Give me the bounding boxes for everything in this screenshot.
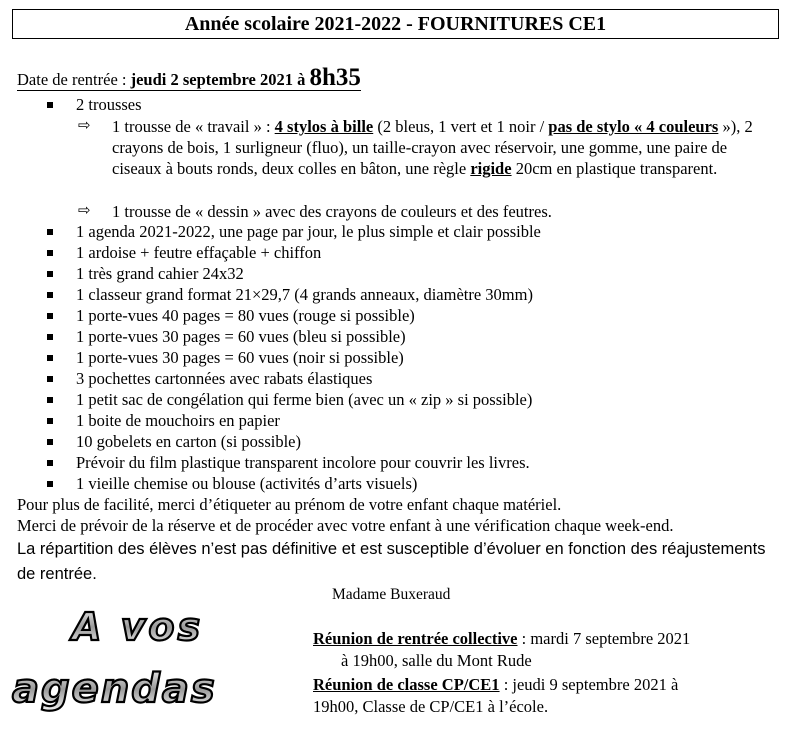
wordart-a-vos-agendas <box>10 600 300 720</box>
arrow-right-icon: ⇨ <box>78 116 91 134</box>
list-item-label: 1 porte-vues 40 pages = 80 vues (rouge si possible) <box>76 306 415 325</box>
meeting-classe-label: Réunion de classe CP/CE1 <box>313 675 500 694</box>
travail-p1: 1 trousse de « travail » : <box>112 117 275 136</box>
note-repartition: La répartition des élèves n’est pas définitive et est susceptible d’évoluer en fonction des réajustements de rentrée. <box>17 540 766 583</box>
note-etiqueter: Pour plus de facilité, merci d’étiqueter au prénom de votre enfant chaque matériel. <box>17 495 562 514</box>
travail-p4: 20cm en plastique transparent. <box>511 159 718 178</box>
rentree-label: Date de rentrée : <box>17 70 131 89</box>
travail-rigide: rigide <box>470 159 512 178</box>
title-text: Année scolaire 2021-2022 - FOURNITURES CE1 <box>184 12 607 35</box>
travail-p3: »), 2 crayons de bois, 1 surligneur (fluo), un taille-crayon avec réservoir, une gomme, une paire de ciseaux à bouts ronds, deux colles en bâton, une règle <box>112 117 753 178</box>
list-item-label: 1 porte-vues 30 pages = 60 vues (bleu si possible) <box>76 327 406 346</box>
list-item-label: 1 petit sac de congélation qui ferme bien (avec un « zip » si possible) <box>76 390 533 409</box>
bullet-icon <box>47 313 53 319</box>
bullet-icon <box>47 271 53 277</box>
travail-stylos: 4 stylos à bille <box>274 117 374 136</box>
list-item-label: 3 pochettes cartonnées avec rabats élastiques <box>76 369 373 388</box>
meeting-classe-text2: 19h00, Classe de CP/CE1 à l’école. <box>313 697 549 716</box>
meeting-collective-text2: à 19h00, salle du Mont Rude <box>341 651 532 670</box>
list-item-label: Prévoir du film plastique transparent incolore pour couvrir les livres. <box>76 453 530 472</box>
bullet-icon <box>47 460 53 466</box>
wordart-line1: A vos <box>72 605 204 649</box>
travail-pas: pas de stylo « 4 couleurs <box>548 117 719 136</box>
list-item-label: 1 très grand cahier 24x32 <box>76 264 244 283</box>
meeting-collective <box>313 628 783 672</box>
list-item-label: 2 trousses <box>76 95 142 114</box>
meeting-classe-text: : jeudi 9 septembre 2021 à <box>499 675 679 694</box>
rentree-line <box>17 64 361 91</box>
list-item-label: 1 vieille chemise ou blouse (activités d’arts visuels) <box>76 474 418 493</box>
list-item-label: 1 ardoise + feutre effaçable + chiffon <box>76 243 322 262</box>
bullet-icon <box>47 102 53 108</box>
signature: Madame Buxeraud <box>332 586 451 603</box>
bullet-icon <box>47 418 53 424</box>
wordart-line2: agendas <box>12 666 217 712</box>
note-reserve: Merci de prévoir de la réserve et de procéder avec votre enfant à une vérification chaque week-end. <box>17 516 674 535</box>
list-item-label: 10 gobelets en carton (si possible) <box>76 432 301 451</box>
meeting-classe <box>313 674 783 718</box>
rentree-time: 8h35 <box>309 64 361 91</box>
bullet-icon <box>47 481 53 487</box>
sub-item-text: 1 trousse de « dessin » avec des crayons de couleurs et des feutres. <box>112 202 552 221</box>
list-item-label: 1 porte-vues 30 pages = 60 vues (noir si possible) <box>76 348 404 367</box>
bullet-icon <box>47 250 53 256</box>
list-item-label: 1 boite de mouchoirs en papier <box>76 411 280 430</box>
list-item-label: 1 agenda 2021-2022, une page par jour, le plus simple et clair possible <box>76 222 541 241</box>
bullet-icon <box>47 292 53 298</box>
meeting-collective-text: : mardi 7 septembre 2021 <box>517 629 691 648</box>
bullet-icon <box>47 376 53 382</box>
sub-item-text <box>112 116 762 179</box>
bullet-icon <box>47 397 53 403</box>
arrow-right-icon: ⇨ <box>78 201 91 219</box>
bullet-icon <box>47 355 53 361</box>
bullet-icon <box>47 229 53 235</box>
bullet-icon <box>47 334 53 340</box>
meeting-collective-label: Réunion de rentrée collective <box>313 629 518 648</box>
list-item-label: 1 classeur grand format 21×29,7 (4 grands anneaux, diamètre 30mm) <box>76 285 533 304</box>
travail-p2: (2 bleus, 1 vert et 1 noir / <box>373 117 549 136</box>
page-title <box>12 9 779 39</box>
bullet-icon <box>47 439 53 445</box>
rentree-date: jeudi 2 septembre 2021 à <box>130 70 310 89</box>
